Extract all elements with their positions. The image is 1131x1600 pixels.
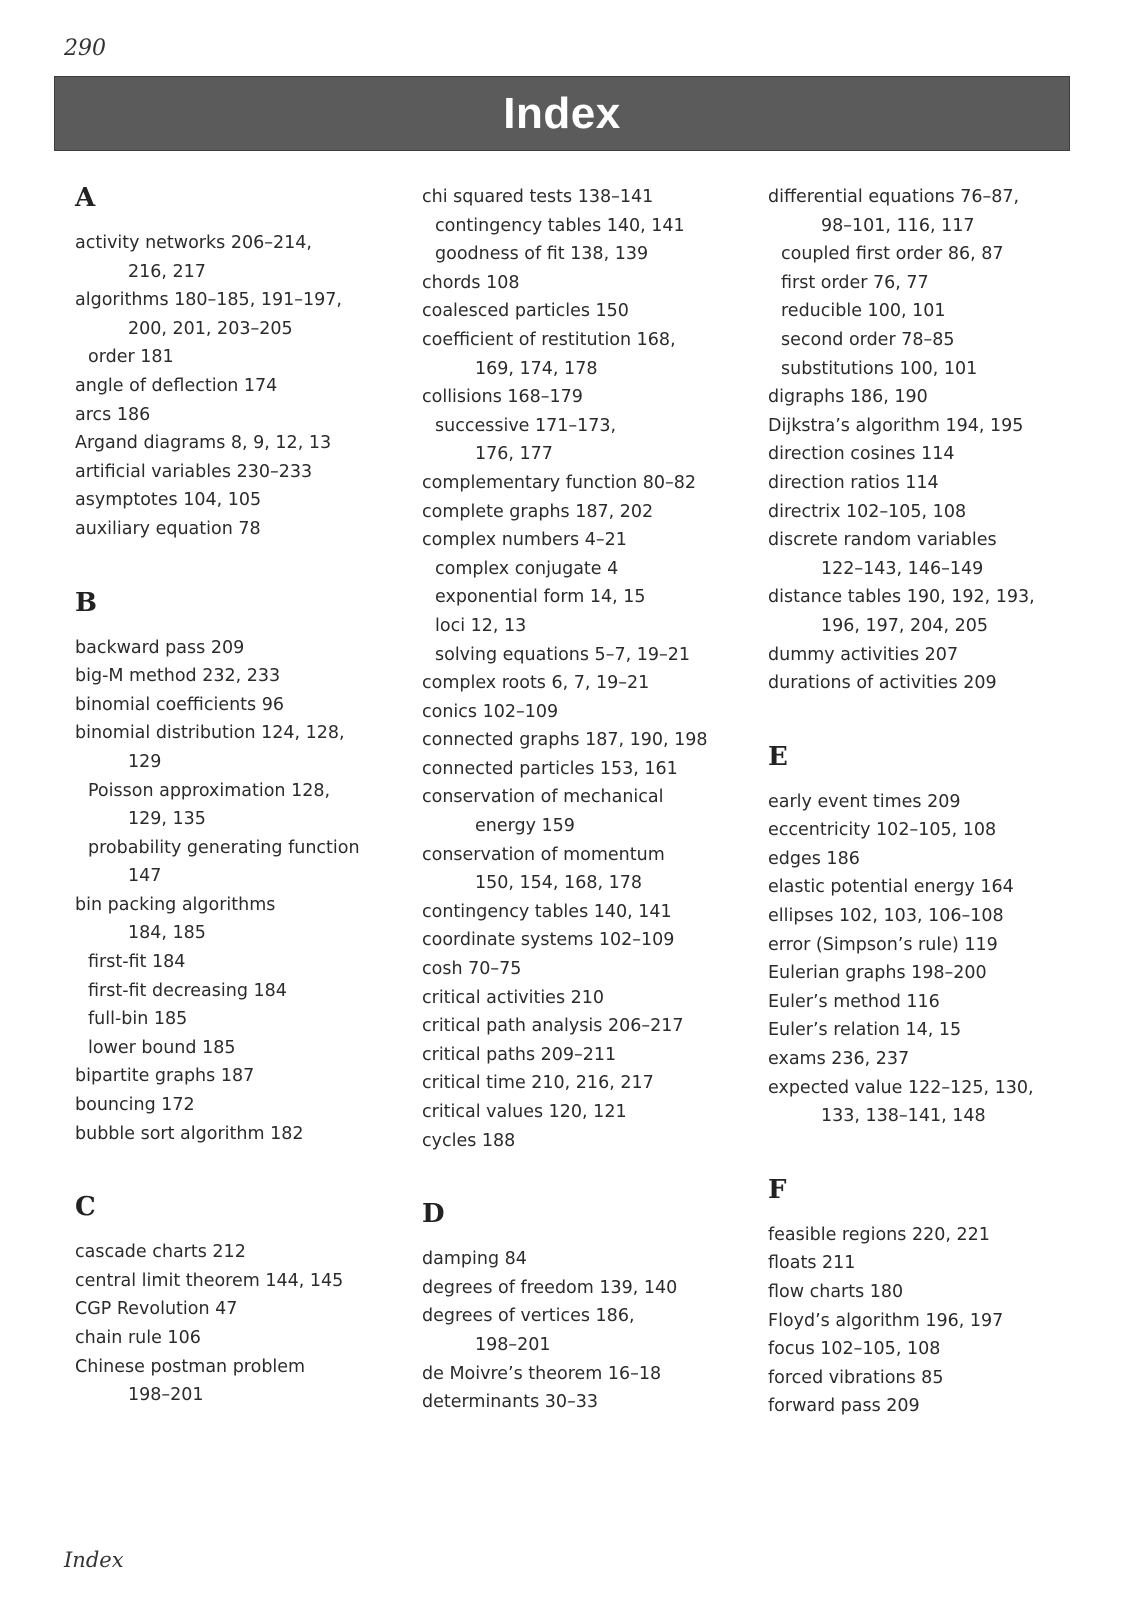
index-subentry: full-bin 185 [88,1009,188,1030]
section-gap [75,544,395,588]
index-entry: connected graphs 187, 190, 198 [422,730,708,751]
index-entry: early event times 209 [768,791,961,812]
index-entry: bin packing algorithms [75,894,276,915]
page-number: 290 [64,36,106,61]
footer-label: Index [64,1548,124,1572]
index-subentry: coupled first order 86, 87 [781,244,1004,265]
index-entry: critical paths 209–211 [422,1044,617,1065]
index-column-2 [422,183,752,1417]
index-entry: feasible regions 220, 221 [768,1224,990,1245]
index-entry: critical time 210, 216, 217 [422,1073,654,1094]
index-subentry: contingency tables 140, 141 [435,215,685,236]
index-column-3 [768,183,1098,1421]
index-entry: angle of deflection 174 [75,375,278,396]
index-entry: critical activities 210 [422,987,605,1008]
letter-spacer [75,1222,395,1238]
index-subentry: first-fit 184 [88,952,186,973]
index-entry: ellipses 102, 103, 106–108 [768,906,1004,927]
index-entry: damping 84 [422,1249,527,1270]
index-entry: critical values 120, 121 [422,1102,627,1122]
index-subentry: lower bound 185 [88,1037,236,1058]
index-entry: Dijkstra’s algorithm 194, 195 [768,415,1024,436]
index-entry: conservation of momentum [422,844,665,865]
index-entry-continuation: 129, 135 [128,809,206,830]
index-entry: connected particles 153, 161 [422,758,678,779]
index-entry: binomial distribution 124, 128, [75,723,345,744]
index-entry: degrees of freedom 139, 140 [422,1277,678,1298]
index-entry: discrete random variables [768,530,997,551]
index-entry-continuation: 150, 154, 168, 178 [475,873,642,894]
index-entry: critical path analysis 206–217 [422,1016,684,1037]
index-subentry: second order 78–85 [781,329,955,350]
index-entry: floats 211 [768,1253,856,1274]
index-entry: big-M method 232, 233 [75,666,281,687]
index-subentry: order 181 [88,347,174,368]
index-entry: bouncing 172 [75,1095,195,1116]
index-entry: eccentricity 102–105, 108 [768,820,997,841]
index-entry: chords 108 [422,272,520,293]
index-entry: complementary function 80–82 [422,472,697,493]
index-entry: chain rule 106 [75,1328,201,1348]
index-entry: direction ratios 114 [768,472,939,493]
section-letter: B [75,587,97,618]
section-letter: A [75,183,96,213]
index-entry: cycles 188 [422,1130,516,1151]
index-subentry: successive 171–173, [435,415,617,436]
index-subentry: loci 12, 13 [435,615,527,636]
index-subentry: probability generating function [88,837,360,858]
index-entry-continuation: 200, 201, 203–205 [128,318,293,339]
index-entry: arcs 186 [75,404,151,425]
index-entry: Euler’s method 116 [768,991,940,1012]
index-entry: dummy activities 207 [768,644,959,665]
letter-spacer [75,618,395,634]
index-entry: forward pass 209 [768,1396,920,1417]
index-entry: conservation of mechanical [422,787,664,808]
index-subentry: first order 76, 77 [781,272,929,293]
index-subentry: substitutions 100, 101 [781,358,978,379]
index-entry: durations of activities 209 [768,673,997,694]
banner-title: Index [503,88,621,138]
section-gap [768,1131,1098,1175]
index-entry: expected value 122–125, 130, [768,1077,1034,1098]
index-column-1 [75,183,395,1410]
index-entry: Floyd’s algorithm 196, 197 [768,1310,1004,1331]
index-entry: activity networks 206–214, [75,233,312,253]
index-entry: CGP Revolution 47 [75,1299,238,1320]
index-entry: auxiliary equation 78 [75,518,261,539]
index-subentry: first-fit decreasing 184 [88,980,287,1001]
index-entry: backward pass 209 [75,637,245,658]
index-entry: complete graphs 187, 202 [422,501,654,522]
index-entry: directrix 102–105, 108 [768,501,967,522]
index-entry: bipartite graphs 187 [75,1066,255,1087]
index-subentry: exponential form 14, 15 [435,587,646,608]
index-entry: elastic potential energy 164 [768,877,1014,898]
index-entry-continuation: 196, 197, 204, 205 [821,615,988,636]
index-entry: error (Simpson’s rule) 119 [768,934,998,955]
index-entry: Chinese postman problem [75,1356,306,1377]
index-entry-continuation: 198–201 [128,1385,204,1406]
index-entry-continuation: 147 [128,866,162,887]
index-entry: flow charts 180 [768,1282,904,1302]
index-entry: de Moivre’s theorem 16–18 [422,1363,662,1384]
index-entry: distance tables 190, 192, 193, [768,587,1035,608]
index-entry-continuation: 169, 174, 178 [475,358,598,379]
letter-spacer [75,213,395,229]
index-entry: conics 102–109 [422,701,559,722]
index-entry-continuation: 122–143, 146–149 [821,558,984,579]
letter-spacer [768,1205,1098,1221]
index-entry: binomial coefficients 96 [75,694,284,715]
letter-spacer [768,772,1098,788]
section-letter: F [768,1174,787,1205]
index-entry: Euler’s relation 14, 15 [768,1020,962,1041]
section-gap [75,1148,395,1192]
index-entry: chi squared tests 138–141 [422,187,654,207]
index-entry-continuation: 129 [128,751,162,772]
index-subentry: Poisson approximation 128, [88,780,331,801]
index-entry: complex roots 6, 7, 19–21 [422,673,650,694]
section-letter: E [768,741,788,772]
section-letter: C [75,1192,96,1223]
index-entry-continuation: 98–101, 116, 117 [821,215,975,236]
index-entry: algorithms 180–185, 191–197, [75,290,342,311]
letter-spacer [422,1229,752,1245]
index-subentry: goodness of fit 138, 139 [435,244,649,265]
index-entry: direction cosines 114 [768,444,955,465]
index-entry: digraphs 186, 190 [768,387,928,408]
section-gap [422,1155,752,1199]
index-entry: edges 186 [768,848,860,869]
index-entry-continuation: 184, 185 [128,923,206,944]
index-entry: exams 236, 237 [768,1049,910,1070]
index-entry: cosh 70–75 [422,959,522,980]
index-entry: Argand diagrams 8, 9, 12, 13 [75,433,332,454]
index-entry: complex numbers 4–21 [422,530,627,551]
index-subentry: reducible 100, 101 [781,301,946,322]
index-entry: cascade charts 212 [75,1242,246,1263]
index-entry: coalesced particles 150 [422,301,629,322]
index-banner [54,76,1070,151]
index-entry: Eulerian graphs 198–200 [768,963,987,984]
index-entry: collisions 168–179 [422,387,583,408]
index-entry-continuation: energy 159 [475,816,575,837]
index-entry: differential equations 76–87, [768,187,1020,207]
index-entry-continuation: 176, 177 [475,444,553,465]
index-entry: asymptotes 104, 105 [75,490,262,511]
index-entry: coefficient of restitution 168, [422,329,676,350]
index-entry: focus 102–105, 108 [768,1339,941,1360]
index-subentry: solving equations 5–7, 19–21 [435,644,690,665]
index-entry: bubble sort algorithm 182 [75,1123,304,1144]
index-entry-continuation: 133, 138–141, 148 [821,1106,986,1127]
index-entry: degrees of vertices 186, [422,1306,635,1327]
index-subentry: complex conjugate 4 [435,558,619,579]
index-entry: forced vibrations 85 [768,1367,944,1388]
index-entry: central limit theorem 144, 145 [75,1270,344,1291]
section-gap [768,698,1098,742]
index-entry: determinants 30–33 [422,1392,599,1413]
index-entry: artificial variables 230–233 [75,461,313,482]
index-entry: contingency tables 140, 141 [422,901,672,922]
index-entry-continuation: 216, 217 [128,261,206,282]
section-letter: D [422,1199,445,1230]
index-entry: coordinate systems 102–109 [422,930,675,951]
index-entry-continuation: 198–201 [475,1334,551,1355]
